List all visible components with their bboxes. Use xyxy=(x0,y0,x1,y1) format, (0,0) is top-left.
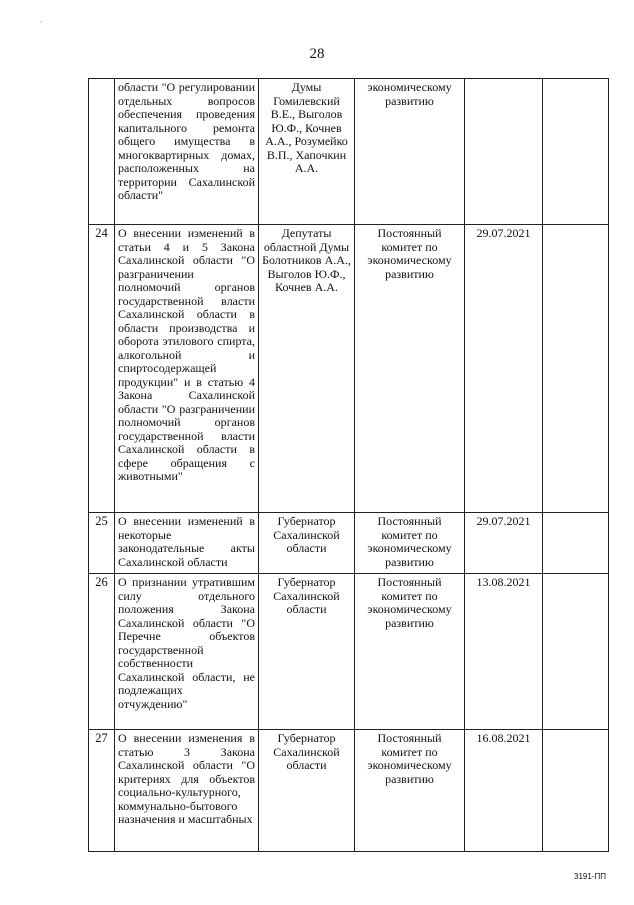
bill-extra xyxy=(543,513,609,574)
bill-extra xyxy=(543,79,609,225)
bill-title: О внесении изменения в статью 3 Закона Сахалинской области "О критериях для объектов социально-культурного, коммунально-бытового назначения и масштабных xyxy=(115,730,259,852)
bill-date: 29.07.2021 xyxy=(465,513,543,574)
bill-extra xyxy=(543,225,609,513)
bill-date: 13.08.2021 xyxy=(465,574,543,730)
bill-author: Думы Гомилевский В.Е., Выголов Ю.Ф., Кочнев А.А., Розумейко В.П., Хапочкин А.А. xyxy=(259,79,355,225)
page-number: 28 xyxy=(309,46,325,62)
row-number: 25 xyxy=(89,513,115,574)
row-number: 26 xyxy=(89,574,115,730)
table-row xyxy=(89,574,609,730)
bill-author: Депутаты областной Думы Болотников А.А., Выголов Ю.Ф., Кочнев А.А. xyxy=(259,225,355,513)
bill-title: области "О регулировании отдельных вопросов обеспечения проведения капитального ремонта общего имущества в многоквартирных домах, расположенных на территории Сахалинской области" xyxy=(115,79,259,225)
bill-committee: Постоянный комитет по экономическому развитию xyxy=(355,513,465,574)
bill-committee: Постоянный комитет по экономическому развитию xyxy=(355,225,465,513)
bill-author: Губернатор Сахалинской области xyxy=(259,730,355,852)
bill-date xyxy=(465,79,543,225)
bill-extra xyxy=(543,730,609,852)
table-row xyxy=(89,730,609,852)
bills-table xyxy=(88,78,609,852)
bill-date: 16.08.2021 xyxy=(465,730,543,852)
bill-title: О внесении изменений в некоторые законодательные акты Сахалинской области xyxy=(115,513,259,574)
table-row xyxy=(89,79,609,225)
bill-author: Губернатор Сахалинской области xyxy=(259,574,355,730)
document-code: 3191-ПП xyxy=(574,872,606,881)
row-number xyxy=(89,79,115,225)
row-number: 27 xyxy=(89,730,115,852)
table-row xyxy=(89,513,609,574)
bill-author: Губернатор Сахалинской области xyxy=(259,513,355,574)
bill-committee: экономическому развитию xyxy=(355,79,465,225)
bill-date: 29.07.2021 xyxy=(465,225,543,513)
bill-title: О признании утратившим силу отдельного положения Закона Сахалинской области "О Перечне объектов государственной собственности Сахалинской области, не подлежащих отчуждению" xyxy=(115,574,259,730)
table-row xyxy=(89,225,609,513)
bill-committee: Постоянный комитет по экономическому развитию xyxy=(355,730,465,852)
scan-speck: · xyxy=(40,18,43,27)
row-number: 24 xyxy=(89,225,115,513)
bill-committee: Постоянный комитет по экономическому развитию xyxy=(355,574,465,730)
bill-title: О внесении изменений в статьи 4 и 5 Закона Сахалинской области "О разграничении полномочий органов государственной власти Сахалинской области в области производства и оборота этилового спирта, алкогольной и спиртосодержащей продукции" и в статью 4 Закона Сахалинской области "О разграничении полномочий органов государственной власти Сахалинской области в сфере обращения с животными" xyxy=(115,225,259,513)
bill-extra xyxy=(543,574,609,730)
